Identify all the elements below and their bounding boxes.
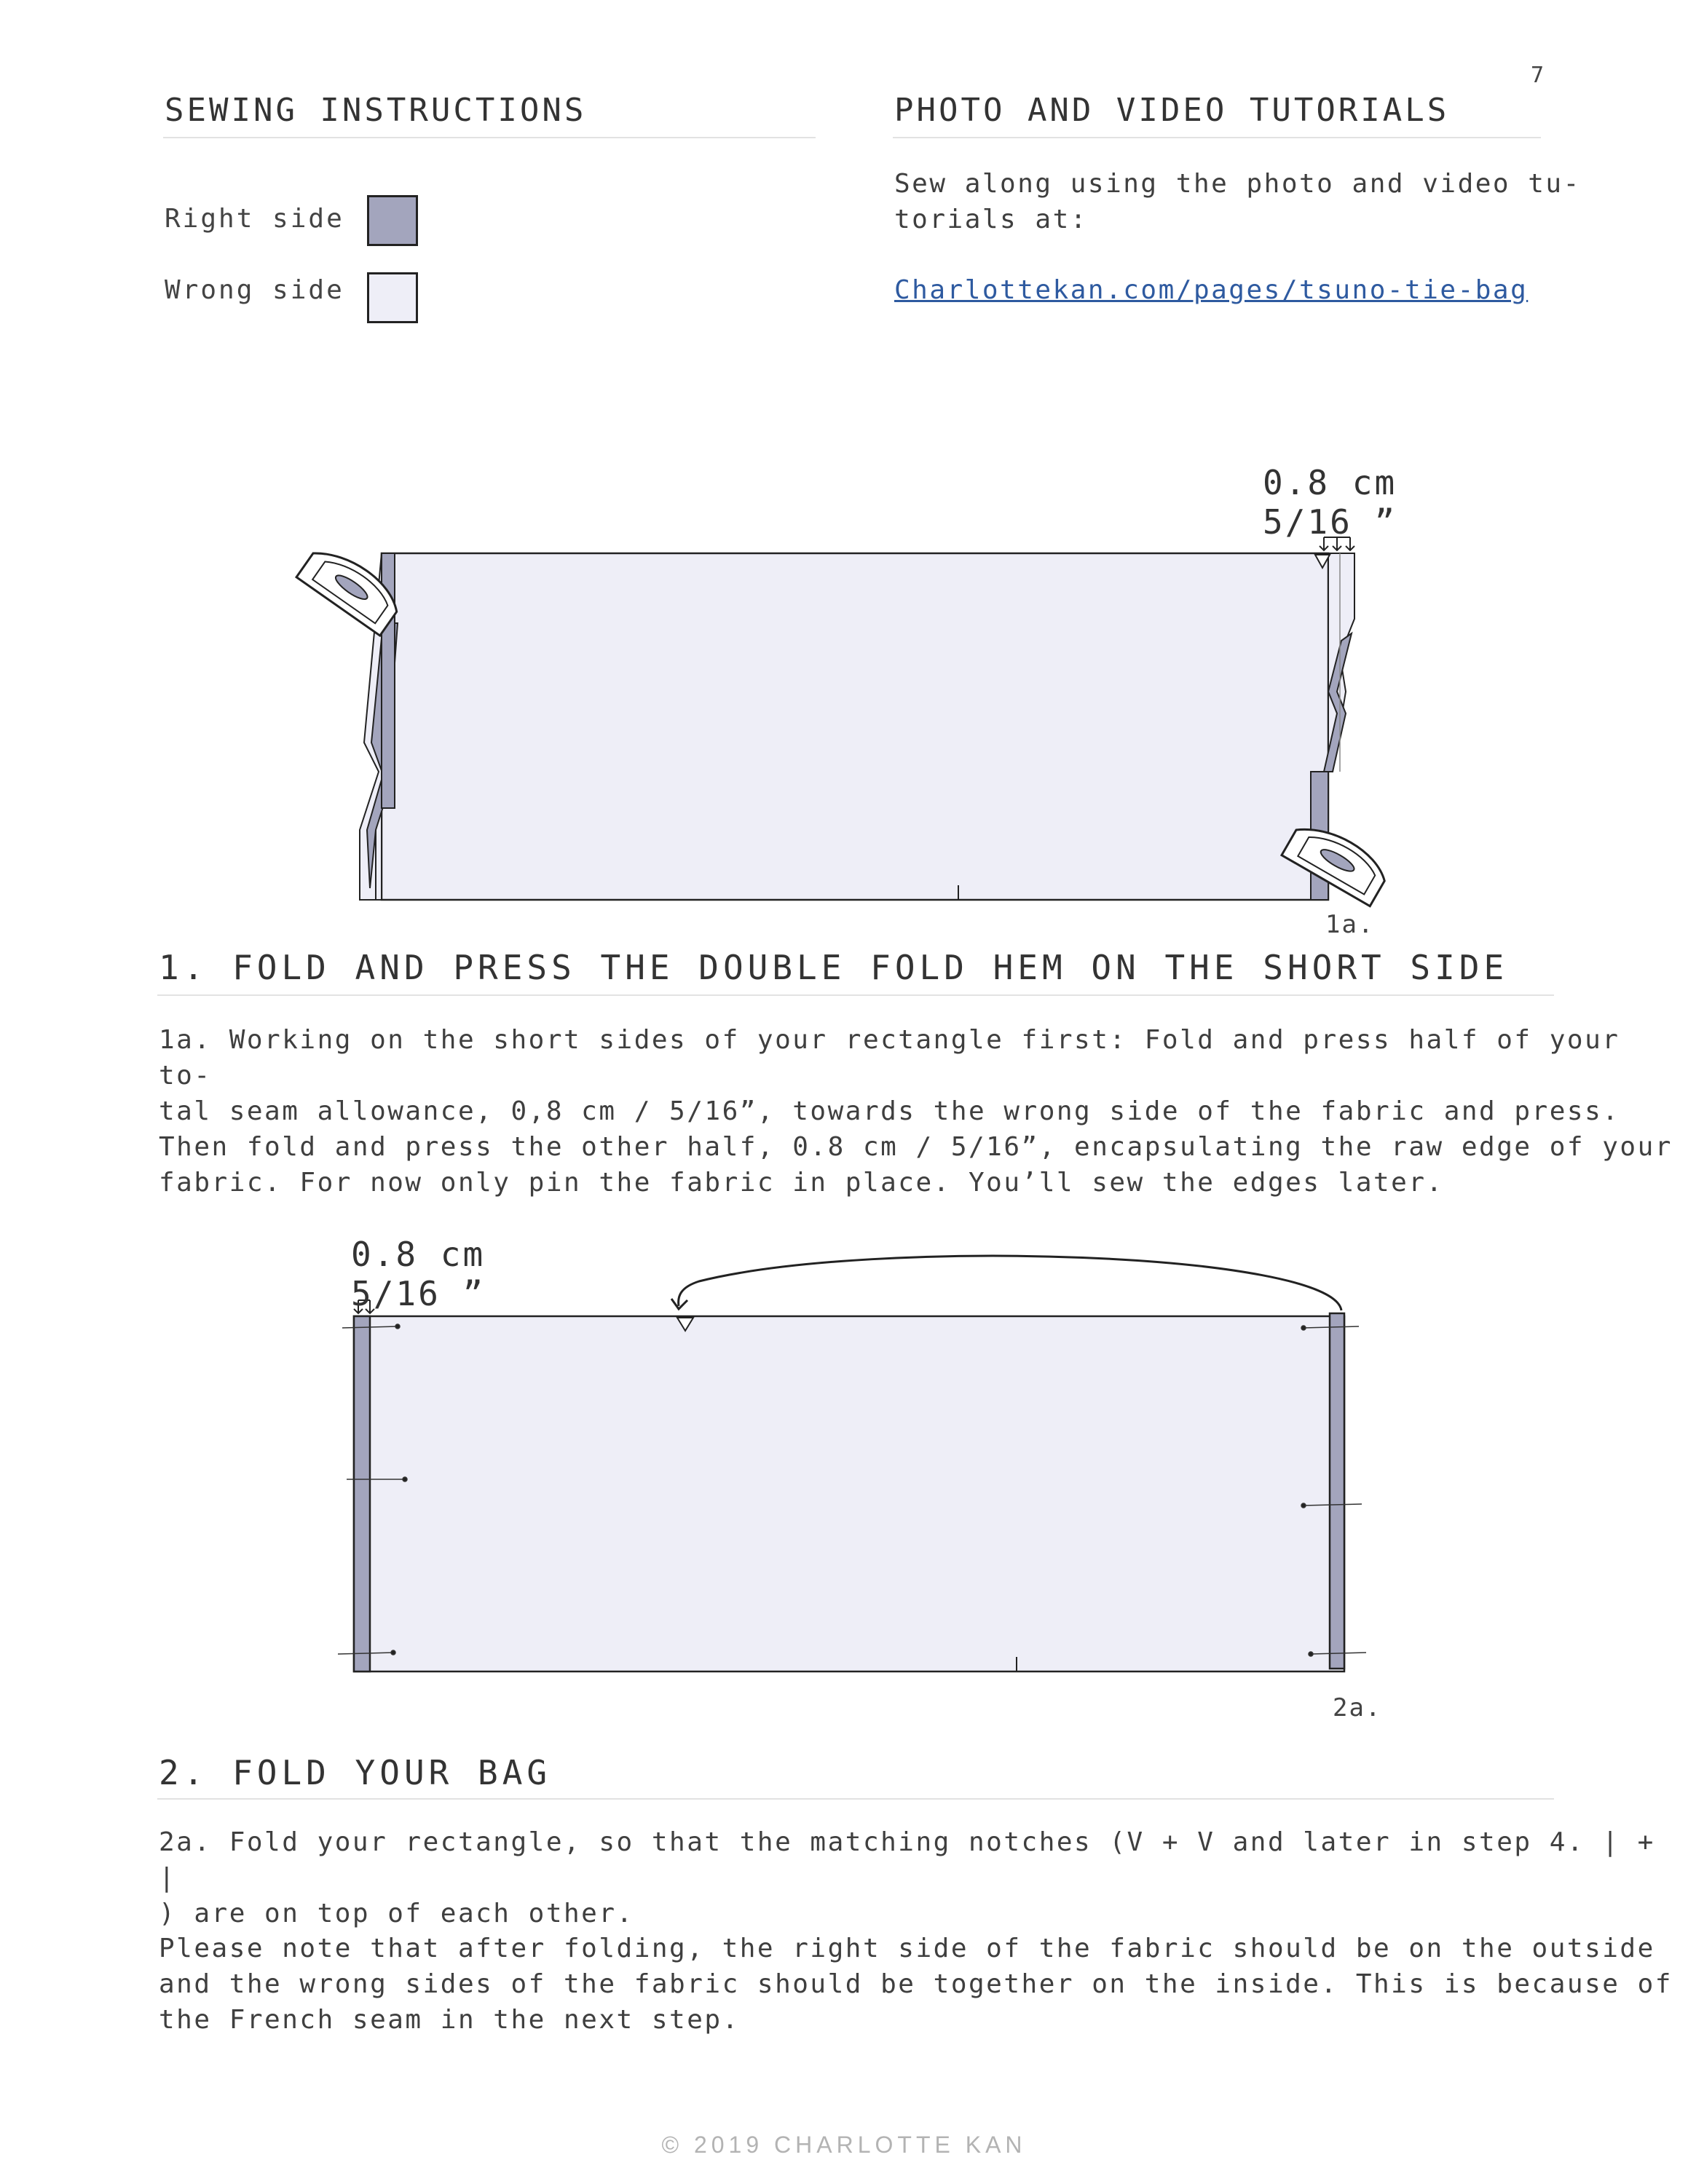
tutorials-intro-line-2: torials at:	[894, 205, 1088, 234]
tutorials-intro-line-1: Sew along using the photo and video tu-	[894, 169, 1581, 199]
step-1-line-4: fabric. For now only pin the fabric in place. You’ll sew the edges later.	[159, 1168, 1444, 1198]
step-1-line-3: Then fold and press the other half, 0.8 cm / 5/16”, encapsulating the raw edge of your	[159, 1132, 1673, 1162]
step-1-text	[159, 1022, 1688, 1200]
figure-1a-diagram	[0, 451, 1688, 946]
step-2-para-2-line-2: and the wrong sides of the fabric should be together on the inside. This is because of	[159, 1969, 1673, 1999]
legend-wrong-side-label: Wrong side	[165, 275, 344, 305]
figure-2a-measure-in: 5/16 ”	[351, 1274, 486, 1313]
step-1-line-1: 1a. Working on the short sides of your rectangle first: Fold and press half of your to-	[159, 1025, 1620, 1091]
figure-2a-diagram	[0, 1238, 1688, 1704]
tutorial-link[interactable]: Charlottekan.com/pages/tsuno-tie-bag	[894, 275, 1529, 305]
sewing-instructions-heading: SEWING INSTRUCTIONS	[165, 92, 587, 129]
wrong-side-swatch	[367, 272, 418, 323]
figure-1a-measure-in: 5/16 ”	[1263, 502, 1397, 542]
step-2-para-1	[159, 1824, 1688, 1931]
fabric-rectangle	[382, 553, 1328, 900]
page-number: 7	[1531, 63, 1545, 88]
fold-arrow	[679, 1256, 1341, 1310]
figure-2a-caption: 2a.	[1333, 1693, 1382, 1722]
left-hem-2a	[354, 1316, 370, 1671]
footer-copyright: © 2019 CHARLOTTE KAN	[661, 2132, 1027, 2158]
figure-2a-measure-cm: 0.8 cm	[351, 1235, 486, 1274]
step-1-rule	[157, 994, 1554, 996]
step-1-line-2: tal seam allowance, 0,8 cm / 5/16”, towards the wrong side of the fabric and press.	[159, 1096, 1620, 1126]
step-2-para-2-line-3: the French seam in the next step.	[159, 2005, 740, 2035]
tutorials-rule	[893, 137, 1541, 138]
step-2-rule	[157, 1798, 1554, 1800]
sewing-instructions-rule	[163, 137, 816, 138]
legend-right-side-label: Right side	[165, 204, 344, 234]
step-2-para-2-line-1: Please note that after folding, the right side of the fabric should be on the outside	[159, 1934, 1655, 1963]
right-side-swatch	[367, 195, 418, 246]
fabric-rectangle-2a	[354, 1316, 1344, 1671]
step-2-para-1-line-2: ) are on top of each other.	[159, 1899, 634, 1928]
step-2-para-2	[159, 1931, 1673, 2038]
figure-1a-caption: 1a.	[1325, 910, 1375, 939]
right-hem-2a	[1330, 1313, 1344, 1669]
step-1-heading: 1. FOLD AND PRESS THE DOUBLE FOLD HEM ON THE SHORT SIDE	[159, 948, 1509, 987]
step-2-heading: 2. FOLD YOUR BAG	[159, 1753, 552, 1792]
figure-1a-measure-cm: 0.8 cm	[1263, 463, 1397, 502]
step-2-para-1-line-1: 2a. Fold your rectangle, so that the matching notches (V + V and later in step 4. | + |	[159, 1827, 1655, 1893]
tutorials-heading: PHOTO AND VIDEO TUTORIALS	[894, 92, 1450, 129]
